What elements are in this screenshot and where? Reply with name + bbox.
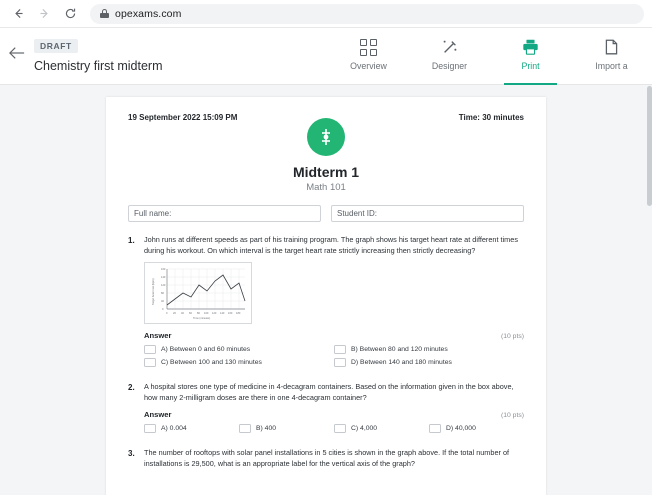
checkbox-icon[interactable] <box>429 424 441 433</box>
svg-text:0: 0 <box>162 308 164 312</box>
option-label: A) Between 0 and 60 minutes <box>161 346 251 354</box>
svg-text:160: 160 <box>228 312 233 316</box>
app-header <box>0 28 652 85</box>
tab-import-label: Import a <box>595 61 628 71</box>
page-title: Chemistry first midterm <box>34 59 163 73</box>
app-back-button[interactable] <box>0 28 34 64</box>
answer-options <box>144 422 524 435</box>
option-b[interactable] <box>334 343 524 356</box>
question-item <box>128 448 524 469</box>
question-number: 2. <box>128 383 135 393</box>
svg-text:120: 120 <box>161 284 166 288</box>
document-canvas[interactable] <box>0 85 652 495</box>
answer-header <box>144 410 524 419</box>
svg-text:Time (minutes): Time (minutes) <box>193 317 211 321</box>
browser-back-button[interactable] <box>8 4 28 24</box>
svg-text:20: 20 <box>173 312 176 316</box>
svg-text:120: 120 <box>212 312 217 316</box>
question-number: 3. <box>128 449 135 459</box>
grid-icon <box>328 37 409 57</box>
option-a[interactable] <box>144 343 334 356</box>
svg-text:60: 60 <box>189 312 192 316</box>
option-c[interactable] <box>144 356 334 369</box>
tab-overview[interactable] <box>328 28 409 85</box>
checkbox-icon[interactable] <box>334 424 346 433</box>
exam-title-block <box>34 28 162 73</box>
exam-logo-icon <box>307 118 345 156</box>
document-title: Midterm 1 <box>292 164 360 180</box>
tab-print[interactable] <box>490 28 571 85</box>
student-id-field[interactable]: Student ID: <box>331 205 524 222</box>
full-name-field[interactable]: Full name: <box>128 205 321 222</box>
exam-paper <box>106 97 546 495</box>
printer-icon <box>490 37 571 57</box>
tab-print-label: Print <box>521 61 540 71</box>
option-label: D) Between 140 and 180 minutes <box>351 359 452 367</box>
answer-label: Answer <box>144 331 172 341</box>
tab-import[interactable] <box>571 28 652 85</box>
svg-text:180: 180 <box>236 312 241 316</box>
page-scrollbar[interactable] <box>647 86 652 496</box>
question-text: A hospital stores one type of medicine in 4-decagram containers. Based on the information given in the box above, how many 2-milligram doses are there in one 4-decagram container? <box>144 382 514 402</box>
browser-reload-button[interactable] <box>60 4 80 24</box>
tab-overview-label: Overview <box>350 61 387 71</box>
answer-options <box>144 343 524 369</box>
exam-time-limit: Time: 30 minutes <box>458 113 524 122</box>
document-subtitle: Math 101 <box>306 182 346 193</box>
option-b[interactable] <box>239 422 334 435</box>
address-bar[interactable] <box>90 4 644 24</box>
svg-text:160: 160 <box>161 268 166 272</box>
svg-text:40: 40 <box>181 312 184 316</box>
scrollbar-thumb[interactable] <box>647 86 652 206</box>
option-label: A) 0.004 <box>161 425 187 433</box>
svg-text:140: 140 <box>161 276 166 280</box>
option-label: B) Between 80 and 120 minutes <box>351 346 448 354</box>
header-tabs <box>328 28 652 85</box>
browser-forward-button[interactable] <box>34 4 54 24</box>
option-label: C) Between 100 and 130 minutes <box>161 359 262 367</box>
svg-text:80: 80 <box>161 292 164 296</box>
option-a[interactable] <box>144 422 239 435</box>
svg-text:0: 0 <box>166 312 168 316</box>
svg-text:100: 100 <box>204 312 209 316</box>
option-d[interactable] <box>334 356 524 369</box>
checkbox-icon[interactable] <box>144 345 156 354</box>
import-icon <box>571 37 652 57</box>
checkbox-icon[interactable] <box>334 345 346 354</box>
logo-wrapper <box>128 118 524 156</box>
question-points: (10 pts) <box>500 333 524 341</box>
tab-designer[interactable] <box>409 28 490 85</box>
answer-header <box>144 331 524 340</box>
question-item <box>128 382 524 435</box>
exam-date: 19 September 2022 15:09 PM <box>128 113 238 122</box>
lock-icon <box>100 9 109 18</box>
checkbox-icon[interactable] <box>334 358 346 367</box>
status-badge: DRAFT <box>34 39 78 53</box>
option-label: B) 400 <box>256 425 277 433</box>
question-points: (10 pts) <box>500 412 524 420</box>
svg-text:80: 80 <box>197 312 200 316</box>
tab-designer-label: Designer <box>431 61 468 71</box>
question-number: 1. <box>128 236 135 245</box>
checkbox-icon[interactable] <box>144 424 156 433</box>
address-bar-url: opexams.com <box>115 7 182 20</box>
option-d[interactable] <box>429 422 524 435</box>
checkbox-icon[interactable] <box>239 424 251 433</box>
question-graph <box>144 262 252 324</box>
svg-text:Target heart rate (bpm): Target heart rate (bpm) <box>152 278 155 306</box>
svg-text:140: 140 <box>220 312 225 316</box>
question-text: John runs at different speeds as part of his training program. The graph shows his target heart rate at different times during his workout. On which interval is the target heart rate strictly increasing then strictly decreasing? <box>144 235 518 255</box>
option-c[interactable] <box>334 422 429 435</box>
checkbox-icon[interactable] <box>144 358 156 367</box>
student-fields <box>128 205 524 222</box>
svg-text:40: 40 <box>161 300 164 304</box>
answer-label: Answer <box>144 410 172 420</box>
wand-icon <box>409 37 490 57</box>
question-item <box>128 235 524 369</box>
option-label: C) 4,000 <box>351 425 378 433</box>
option-label: D) 40,000 <box>446 425 476 433</box>
question-text: The number of rooftops with solar panel installations in 5 cities is shown in the graph above. If the total number of installations is 29,500, what is an appropriate label for the vertical axis of the graph? <box>144 448 510 468</box>
browser-toolbar <box>0 0 652 28</box>
